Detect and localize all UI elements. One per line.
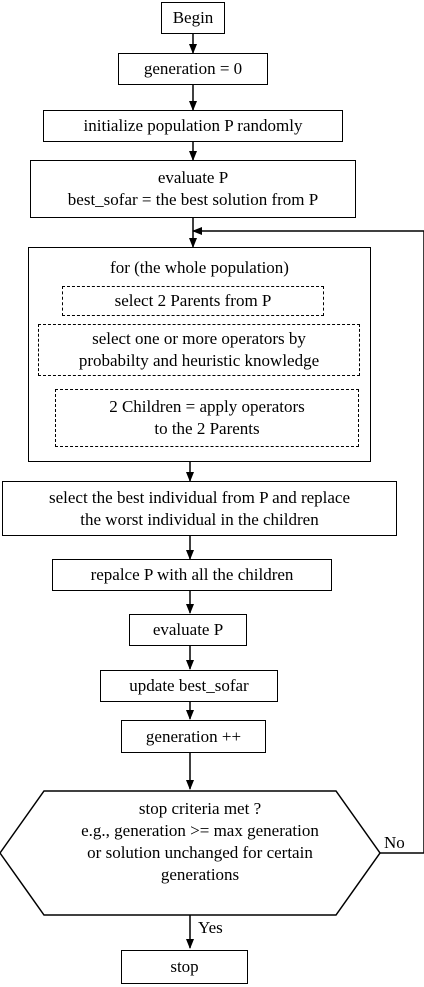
initialize-node <box>43 110 343 142</box>
evaluate-label-1: evaluate P <box>157 168 229 187</box>
decision-node <box>20 798 380 886</box>
initialize-label: initialize population P randomly <box>83 116 303 135</box>
evaluate-2-node <box>129 614 247 646</box>
apply-operators-label-2: to the 2 Parents <box>154 419 260 438</box>
replace-node <box>52 559 332 591</box>
decision-label-1: stop criteria met ? <box>138 799 262 818</box>
update-node <box>100 670 278 702</box>
increment-node <box>121 720 266 753</box>
replace-label: repalce P with all the children <box>90 565 294 584</box>
select-best-node <box>2 481 397 536</box>
update-label: update best_sofar <box>129 676 249 695</box>
generation-init-label: generation = 0 <box>143 59 243 78</box>
select-operators-label-1: select one or more operators by <box>92 329 306 348</box>
select-best-label-2: the worst individual in the children <box>80 509 319 529</box>
select-best-label-1: select the best individual from P and replace <box>48 487 351 507</box>
begin-node <box>161 2 225 34</box>
select-operators-node <box>38 324 360 376</box>
evaluate-node <box>30 160 356 218</box>
yes-label: Yes <box>198 918 223 937</box>
stop-label: stop <box>170 957 199 976</box>
stop-node <box>121 950 248 984</box>
decision-label-3: or solution unchanged for certain <box>87 843 313 862</box>
increment-label: generation ++ <box>145 726 242 746</box>
begin-label: Begin <box>172 8 214 27</box>
select-parents-node <box>62 286 324 316</box>
loop-header: for (the whole population) <box>110 258 289 277</box>
evaluate-2-label: evaluate P <box>152 620 224 639</box>
evaluate-label-2: best_sofar = the best solution from P <box>67 190 319 209</box>
select-parents-label: select 2 Parents from P <box>114 291 272 310</box>
apply-operators-node <box>55 389 359 447</box>
decision-label-4: generations <box>160 865 240 884</box>
apply-operators-label-1: 2 Children = apply operators <box>109 397 305 416</box>
generation-init-node <box>118 53 268 85</box>
decision-label-2: e.g., generation >= max generation <box>81 821 319 840</box>
no-label: No <box>384 833 405 852</box>
select-operators-label-2: probabilty and heuristic knowledge <box>78 351 320 370</box>
